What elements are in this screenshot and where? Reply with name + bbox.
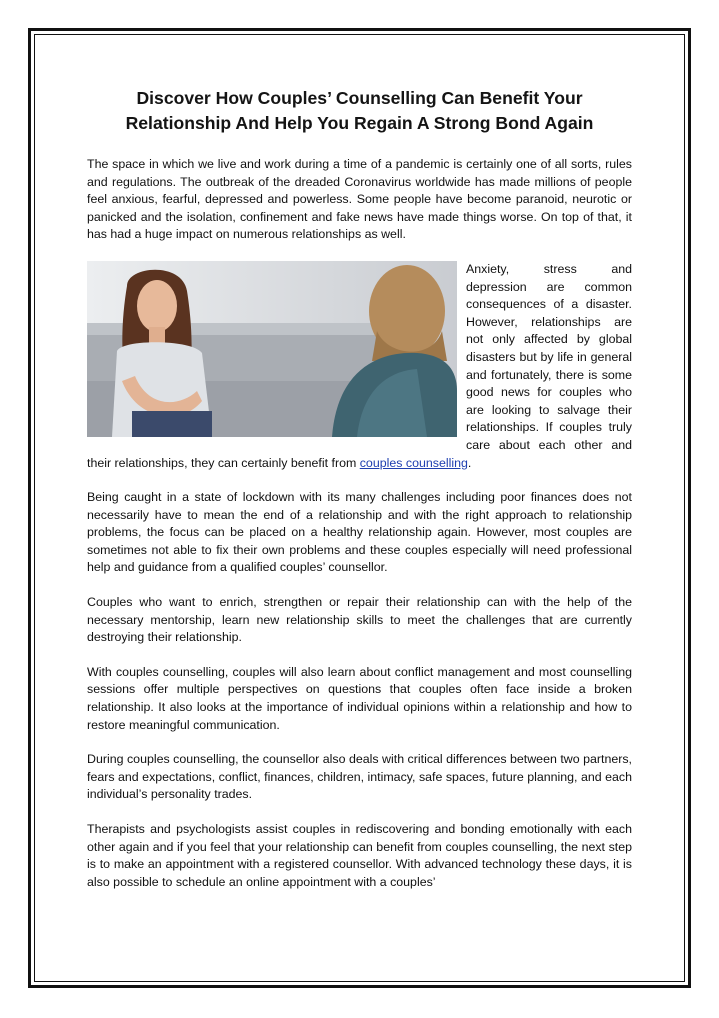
counselling-session-photo [87,261,457,437]
title-line-1: Discover How Couples’ Counselling Can Benefit Your [136,88,583,108]
paragraph-1: The space in which we live and work during a time of a pandemic is certainly one of all sorts, rules and regulations. The outbreak of the dreaded Coronavirus worldwide has made millions of people feel anxious, fearful, depressed and powerless. Some people have become paranoid, neurotic or panicked and the isolation, confinement and fake news have made things worse. On top of that, it has had a huge impact on numerous relationships as well. [87,157,632,242]
title-line-2: Relationship And Help You Regain A Strong Bond Again [125,113,594,133]
paragraph-6: During couples counselling, the counsellor also deals with critical differences between two partners, fears and expectations, conflict, finances, children, intimacy, safe spaces, future planning, and each individual’s personality trades. [87,752,632,802]
photo-illustration [87,261,457,437]
document-page [87,86,632,908]
paragraph-4: Couples who want to enrich, strengthen or repair their relationship can with the help of the necessary mentorship, learn new relationship skills to meet the challenges that are currently destroying their relationship. [87,595,632,645]
paragraph-7: Therapists and psychologists assist couples in rediscovering and bonding emotionally with each other again and if you feel that your relationship can benefit from couples counselling, the next step is to make an appointment with a registered counsellor. With advanced technology these days, it is also possible to schedule an online appointment with a couples’ [87,822,632,889]
paragraph-5: With couples counselling, couples will also learn about conflict management and most counselling sessions offer multiple perspectives on questions that couples often face inside a broken relationship. It also looks at the importance of individual opinions within a relationship and how to restore meaningful communication. [87,664,632,732]
couples-counselling-link[interactable]: couples counselling [359,455,468,470]
paragraph-2-text: Anxiety, stress and depression are common consequences of a disaster. However, relationships are not only affected by global disasters but by life in general and fortunately, there is some good news for couples who are looking to salvage their relationships. If couples truly care about each other and their relationships, they can certainly benefit from [87,261,632,470]
document-title [87,86,632,136]
paragraph-3: Being caught in a state of lockdown with its many challenges including poor finances does not necessarily have to mean the end of a relationship and with the right approach to relationship problems, the focus can be placed on a healthy relationship again. However, most couples are sometimes not able to fix their own problems and these couples especially will need professional help and guidance from a qualified couples’ counsellor. [87,490,632,575]
paragraph-2-end: . [467,455,472,470]
